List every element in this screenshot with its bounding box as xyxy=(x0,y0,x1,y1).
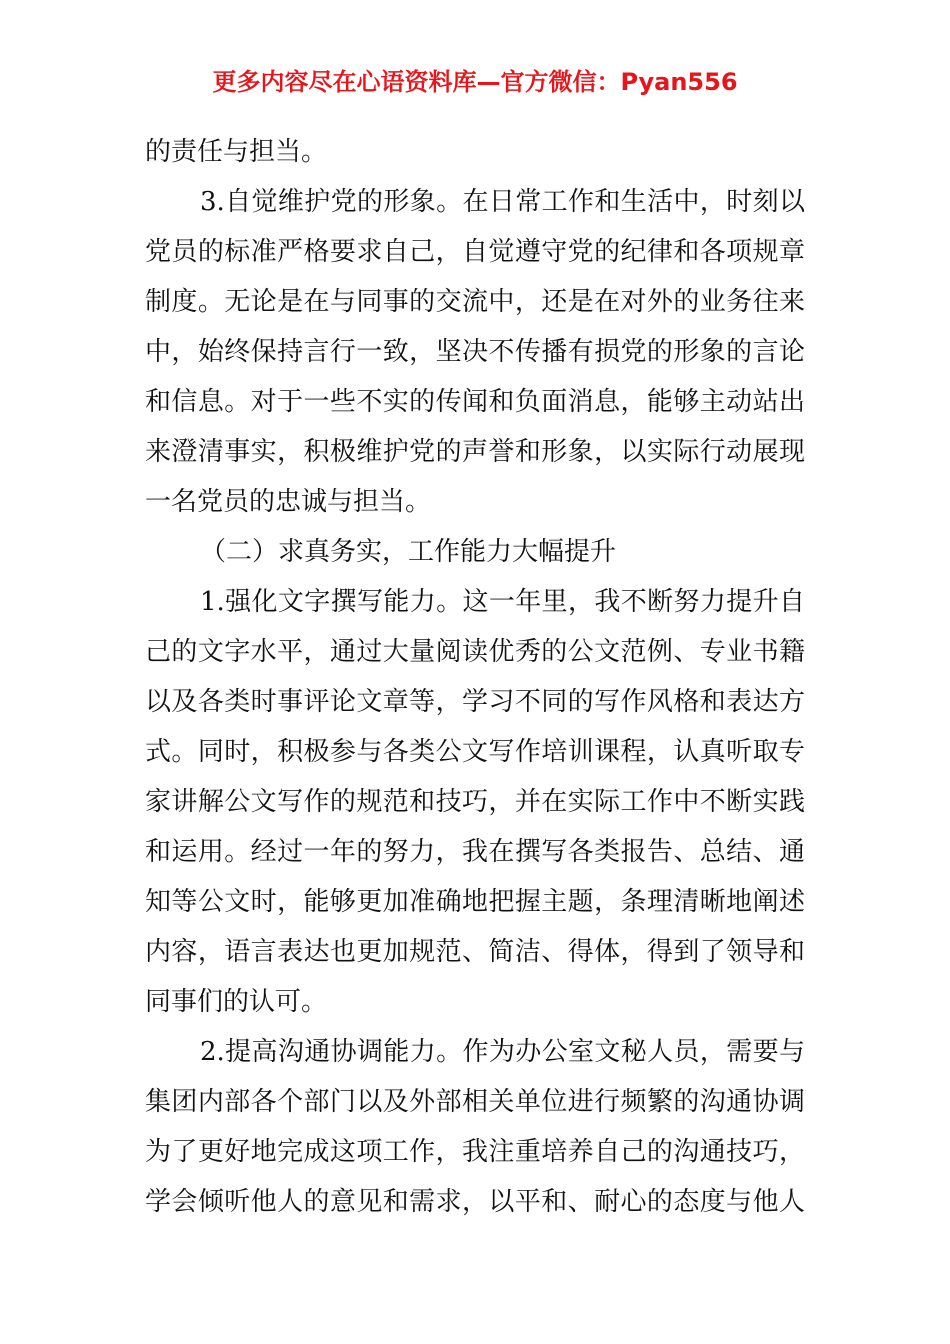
text-line: 来澄清事实，积极维护党的声誉和形象，以实际行动展现 xyxy=(145,437,805,467)
text-line: 党员的标准严格要求自己，自觉遵守党的纪律和各项规章 xyxy=(145,237,805,267)
text-line: 一名党员的忠诚与担当。 xyxy=(145,487,432,517)
watermark-header: 更多内容尽在心语资料库—官方微信：Pyan556 xyxy=(212,68,738,96)
text-line: 家讲解公文写作的规范和技巧，并在实际工作中不断实践 xyxy=(145,787,805,817)
text-line: 以及各类时事评论文章等，学习不同的写作风格和表达方 xyxy=(145,687,805,717)
text-line: 中，始终保持言行一致，坚决不传播有损党的形象的言论 xyxy=(145,337,805,367)
text-line: 内容，语言表达也更加规范、简洁、得体，得到了领导和 xyxy=(145,937,805,967)
text-line: 集团内部各个部门以及外部相关单位进行频繁的沟通协调 xyxy=(145,1087,805,1117)
text-line: 和运用。经过一年的努力，我在撰写各类报告、总结、通 xyxy=(145,837,805,867)
text-line: 同事们的认可。 xyxy=(145,987,328,1017)
text-line: 3.自觉维护党的形象。在日常工作和生活中，时刻以 xyxy=(200,187,805,217)
text-line: 2.提高沟通协调能力。作为办公室文秘人员，需要与 xyxy=(200,1037,805,1067)
text-line: 和信息。对于一些不实的传闻和负面消息，能够主动站出 xyxy=(145,387,805,417)
text-line: 式。同时，积极参与各类公文写作培训课程，认真听取专 xyxy=(145,737,805,767)
text-line: 制度。无论是在与同事的交流中，还是在对外的业务往来 xyxy=(145,287,805,317)
text-line: 为了更好地完成这项工作，我注重培养自己的沟通技巧， xyxy=(145,1137,805,1167)
section-heading: （二）求真务实，工作能力大幅提升 xyxy=(200,537,617,567)
text-line: 己的文字水平，通过大量阅读优秀的公文范例、专业书籍 xyxy=(145,637,805,667)
text-line: 学会倾听他人的意见和需求，以平和、耐心的态度与他人 xyxy=(145,1187,805,1217)
text-line: 知等公文时，能够更加准确地把握主题，条理清晰地阐述 xyxy=(145,887,805,917)
text-line: 1.强化文字撰写能力。这一年里，我不断努力提升自 xyxy=(200,587,805,617)
text-line: 的责任与担当。 xyxy=(145,137,328,167)
